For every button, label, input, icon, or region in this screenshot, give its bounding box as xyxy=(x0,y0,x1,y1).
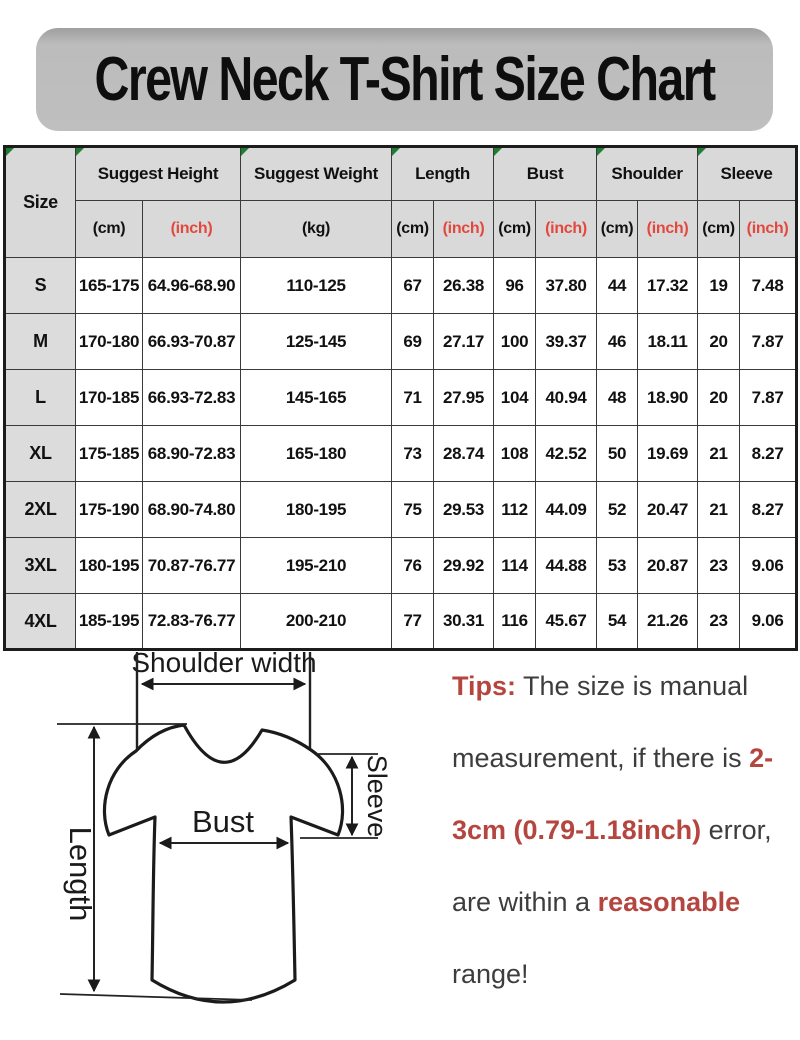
cell: 180-195 xyxy=(76,538,143,594)
header-bust: Bust xyxy=(494,147,597,201)
cell: 54 xyxy=(597,594,638,650)
cell: 125-145 xyxy=(241,314,392,370)
unit-cell: (kg) xyxy=(241,201,392,258)
size-label: M xyxy=(5,314,76,370)
cell: 69 xyxy=(392,314,434,370)
header-suggest-height: Suggest Height xyxy=(76,147,241,201)
cell: 165-175 xyxy=(76,258,143,314)
cell: 29.92 xyxy=(434,538,494,594)
cell: 8.27 xyxy=(740,482,797,538)
cell-corner-marker-icon xyxy=(392,148,400,156)
cell: 66.93-72.83 xyxy=(143,370,241,426)
tshirt-measurement-diagram xyxy=(0,640,440,1040)
tip-line xyxy=(452,794,797,866)
table-row xyxy=(5,538,797,594)
cell: 100 xyxy=(494,314,536,370)
bust-label: Bust xyxy=(191,804,255,839)
cell: 21.26 xyxy=(638,594,698,650)
tips-section xyxy=(452,650,797,1010)
cell: 44 xyxy=(597,258,638,314)
cell: 37.80 xyxy=(536,258,597,314)
size-chart-table xyxy=(3,145,798,651)
cell: 104 xyxy=(494,370,536,426)
cell: 112 xyxy=(494,482,536,538)
size-label: 3XL xyxy=(5,538,76,594)
cell: 7.87 xyxy=(740,370,797,426)
unit-cell: (cm) xyxy=(392,201,434,258)
table-row xyxy=(5,482,797,538)
cell: 28.74 xyxy=(434,426,494,482)
cell: 17.32 xyxy=(638,258,698,314)
cell-corner-marker-icon xyxy=(698,148,706,156)
table-row xyxy=(5,370,797,426)
cell: 72.83-76.77 xyxy=(143,594,241,650)
cell: 145-165 xyxy=(241,370,392,426)
tips-heading: Tips: xyxy=(452,671,517,701)
cell: 40.94 xyxy=(536,370,597,426)
tip-highlight: 2- xyxy=(749,743,774,773)
cell: 45.67 xyxy=(536,594,597,650)
cell-corner-marker-icon xyxy=(6,148,14,156)
tip-text: are within a xyxy=(452,887,598,917)
header-size: Size xyxy=(5,147,76,258)
cell: 27.17 xyxy=(434,314,494,370)
cell: 195-210 xyxy=(241,538,392,594)
cell: 30.31 xyxy=(434,594,494,650)
size-label: L xyxy=(5,370,76,426)
cell: 27.95 xyxy=(434,370,494,426)
cell: 108 xyxy=(494,426,536,482)
cell: 75 xyxy=(392,482,434,538)
cell-corner-marker-icon xyxy=(597,148,605,156)
tip-text: measurement, if there is xyxy=(452,743,750,773)
cell: 20.87 xyxy=(638,538,698,594)
cell: 76 xyxy=(392,538,434,594)
cell: 18.90 xyxy=(638,370,698,426)
cell: 50 xyxy=(597,426,638,482)
cell: 9.06 xyxy=(740,594,797,650)
cell: 39.37 xyxy=(536,314,597,370)
header-row-groups xyxy=(5,147,797,201)
cell: 44.88 xyxy=(536,538,597,594)
cell: 20.47 xyxy=(638,482,698,538)
tip-line xyxy=(452,722,797,794)
cell: 116 xyxy=(494,594,536,650)
unit-cell: (inch) xyxy=(536,201,597,258)
tip-text: error, xyxy=(701,815,772,845)
size-label: XL xyxy=(5,426,76,482)
unit-cell: (inch) xyxy=(434,201,494,258)
unit-cell: (inch) xyxy=(740,201,797,258)
tip-line xyxy=(452,866,797,938)
cell-corner-marker-icon xyxy=(494,148,502,156)
unit-cell: (cm) xyxy=(698,201,740,258)
cell: 73 xyxy=(392,426,434,482)
cell: 23 xyxy=(698,538,740,594)
cell: 53 xyxy=(597,538,638,594)
unit-cell: (cm) xyxy=(494,201,536,258)
page-title: Crew Neck T-Shirt Size Chart xyxy=(94,45,715,114)
cell: 19 xyxy=(698,258,740,314)
cell: 96 xyxy=(494,258,536,314)
length-measure-tick-bottom xyxy=(60,994,252,1000)
cell: 67 xyxy=(392,258,434,314)
table-row xyxy=(5,314,797,370)
sleeve-label: Sleeve xyxy=(362,754,392,838)
cell: 66.93-70.87 xyxy=(143,314,241,370)
cell: 114 xyxy=(494,538,536,594)
length-label: Length xyxy=(63,826,98,922)
cell: 44.09 xyxy=(536,482,597,538)
cell: 165-180 xyxy=(241,426,392,482)
cell: 52 xyxy=(597,482,638,538)
cell: 26.38 xyxy=(434,258,494,314)
unit-cell: (inch) xyxy=(638,201,698,258)
cell: 70.87-76.77 xyxy=(143,538,241,594)
cell-corner-marker-icon xyxy=(76,148,84,156)
unit-cell: (cm) xyxy=(76,201,143,258)
cell: 180-195 xyxy=(241,482,392,538)
tip-line xyxy=(452,650,797,722)
tshirt-outline xyxy=(104,725,342,1002)
cell: 19.69 xyxy=(638,426,698,482)
shoulder-width-label: Shoulder width xyxy=(131,647,317,678)
title-banner xyxy=(36,28,773,131)
unit-cell: (inch) xyxy=(143,201,241,258)
cell: 7.87 xyxy=(740,314,797,370)
table-row xyxy=(5,258,797,314)
cell: 42.52 xyxy=(536,426,597,482)
header-row-units xyxy=(5,201,797,258)
cell: 21 xyxy=(698,482,740,538)
size-label: S xyxy=(5,258,76,314)
header-sleeve: Sleeve xyxy=(698,147,797,201)
cell: 185-195 xyxy=(76,594,143,650)
header-shoulder: Shoulder xyxy=(597,147,698,201)
cell: 170-185 xyxy=(76,370,143,426)
cell: 68.90-74.80 xyxy=(143,482,241,538)
size-label: 2XL xyxy=(5,482,76,538)
tip-line xyxy=(452,938,797,1010)
cell: 68.90-72.83 xyxy=(143,426,241,482)
cell: 9.06 xyxy=(740,538,797,594)
cell: 64.96-68.90 xyxy=(143,258,241,314)
cell: 18.11 xyxy=(638,314,698,370)
header-suggest-weight: Suggest Weight xyxy=(241,147,392,201)
cell: 21 xyxy=(698,426,740,482)
cell: 48 xyxy=(597,370,638,426)
cell: 71 xyxy=(392,370,434,426)
cell: 200-210 xyxy=(241,594,392,650)
header-length: Length xyxy=(392,147,494,201)
size-label: 4XL xyxy=(5,594,76,650)
cell-corner-marker-icon xyxy=(241,148,249,156)
cell: 20 xyxy=(698,314,740,370)
cell: 175-185 xyxy=(76,426,143,482)
cell: 175-190 xyxy=(76,482,143,538)
cell: 110-125 xyxy=(241,258,392,314)
tip-text: The size is manual xyxy=(516,671,749,701)
cell: 23 xyxy=(698,594,740,650)
cell: 77 xyxy=(392,594,434,650)
cell: 7.48 xyxy=(740,258,797,314)
tip-highlight: reasonable xyxy=(597,887,741,917)
cell: 8.27 xyxy=(740,426,797,482)
cell: 20 xyxy=(698,370,740,426)
cell: 29.53 xyxy=(434,482,494,538)
table-row xyxy=(5,426,797,482)
cell: 170-180 xyxy=(76,314,143,370)
unit-cell: (cm) xyxy=(597,201,638,258)
tip-text: range! xyxy=(452,959,529,989)
tip-highlight: 3cm (0.79-1.18inch) xyxy=(452,815,702,845)
cell: 46 xyxy=(597,314,638,370)
